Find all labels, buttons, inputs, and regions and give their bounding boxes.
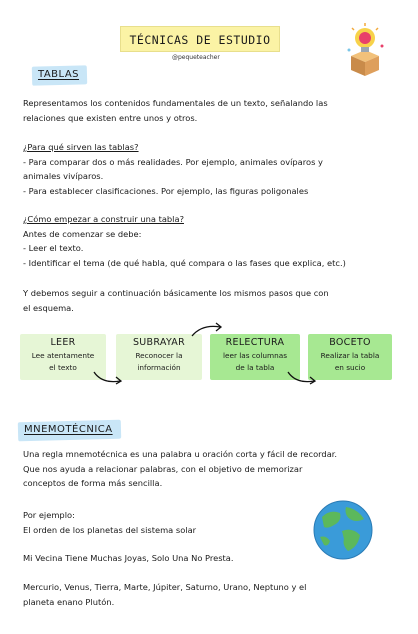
arrow-icon xyxy=(190,322,226,338)
mnemo-phrase: Mi Vecina Tiene Muchas Joyas, Solo Una No Presta. xyxy=(23,553,234,563)
section-heading-tablas: TABLAS xyxy=(38,69,80,80)
tablas-purpose: ¿Para qué sirven las tablas? - Para comparar dos o más realidades. Por ejemplo, animales ovíparos y animales vivíparos. - Para establecer clasificaciones. Por ejemplo, las figuras poligonales xyxy=(23,142,323,196)
tablas-how-to: ¿Cómo empezar a construir una tabla? Antes de comenzar se debe: - Leer el texto. - Identificar el tema (de qué habla, qué compara o las fases que explica, etc.) xyxy=(23,214,346,268)
step-subrayar: SUBRAYAR Reconocer la información xyxy=(116,334,202,380)
page-title: TÉCNICAS DE ESTUDIO xyxy=(120,26,280,52)
arrow-icon xyxy=(92,370,126,386)
mnemo-definition: Una regla mnemotécnica es una palabra u oración corta y fácil de recordar. Que nos ayuda a relacionar palabras, con el objetivo de memorizar conceptos de forma más sencilla. xyxy=(23,449,338,488)
section-heading-mnemotecnica: MNEMOTÉCNICA xyxy=(24,424,113,435)
step-relectura: RELECTURA leer las columnas de la tabla xyxy=(210,334,300,380)
step-leer: LEER Lee atentamente el texto xyxy=(20,334,106,380)
lightbulb-box-icon xyxy=(343,22,387,76)
tablas-intro: Representamos los contenidos fundamentales de un texto, señalando las relaciones que existen entre unos y otros. xyxy=(23,98,328,123)
step-boceto: BOCETO Realizar la tabla en sucio xyxy=(308,334,392,380)
arrow-icon xyxy=(286,370,320,386)
tablas-follow: Y debemos seguir a continuación básicamente los mismos pasos que con el esquema. xyxy=(23,288,329,313)
author-handle: @pequeteacher xyxy=(172,54,220,61)
mnemo-example: Por ejemplo: El orden de los planetas del sistema solar xyxy=(23,510,197,535)
earth-icon xyxy=(312,499,374,561)
mnemo-planets: Mercurio, Venus, Tierra, Marte, Júpiter, Saturno, Urano, Neptuno y el planeta enano Plutón. xyxy=(23,582,307,607)
